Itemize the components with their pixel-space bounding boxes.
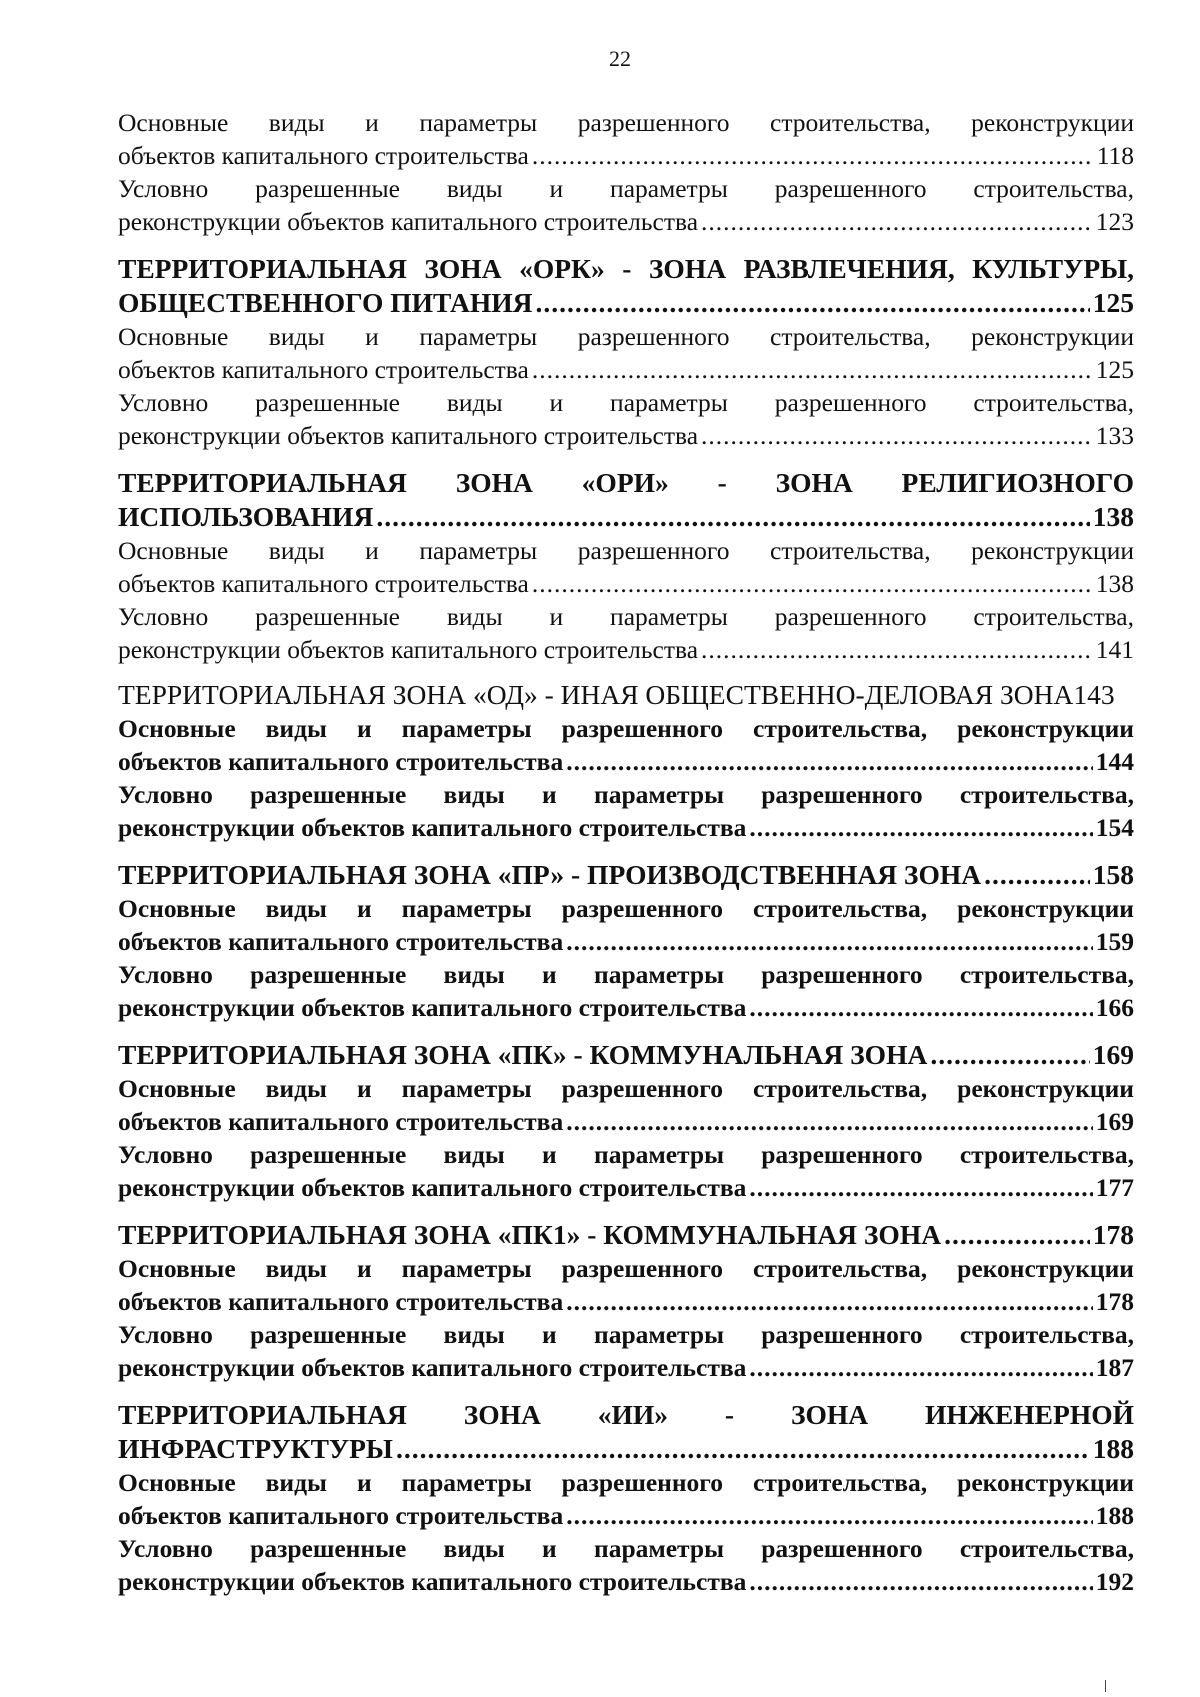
toc-entry-title-line2: реконструкции объектов капитального строительства: [118, 993, 747, 1022]
toc-entry-title-line1: Условно разрешенные виды и параметры разрешенного строительства,: [118, 960, 1134, 989]
toc-entry[interactable]: [118, 466, 1134, 534]
toc-entry-title-line2: объектов капитального строительства: [118, 747, 564, 776]
dot-leader: [532, 353, 1093, 386]
toc-entry[interactable]: [118, 320, 1134, 386]
dot-leader: [749, 811, 1092, 844]
toc-entry-title-line2: объектов капитального строительства: [118, 1501, 564, 1530]
toc-page-number: 178: [1092, 1219, 1134, 1250]
toc-entry-title-line2: объектов капитального строительства: [118, 1287, 564, 1316]
dot-leader: [749, 991, 1092, 1024]
dot-leader: [532, 567, 1093, 600]
toc-entry-title-line2: реконструкции объектов капитального строительства: [118, 1173, 747, 1202]
dot-leader: [749, 1565, 1092, 1598]
toc-entry-title: ТЕРРИТОРИАЛЬНАЯ ЗОНА «ПР» - ПРОИЗВОДСТВЕННАЯ ЗОНА: [118, 859, 982, 890]
toc-entry[interactable]: [118, 712, 1134, 778]
toc-entry-title: ТЕРРИТОРИАЛЬНАЯ ЗОНА «ПК» - КОММУНАЛЬНАЯ ЗОНА: [118, 1039, 928, 1070]
toc-page-number: 158: [1092, 859, 1134, 890]
dot-leader: [376, 500, 1089, 534]
toc-entry[interactable]: [118, 172, 1134, 238]
toc-page-number: 188: [1095, 1501, 1134, 1530]
toc-entry-title-line1: Основные виды и параметры разрешенного строительства, реконструкции: [118, 536, 1134, 565]
toc-entry[interactable]: [118, 858, 1134, 892]
toc-page-number: 125: [1095, 355, 1134, 384]
dot-leader: [701, 633, 1093, 666]
toc-entry-title-line1: Условно разрешенные виды и параметры разрешенного строительства,: [118, 602, 1134, 631]
dot-leader: [944, 1218, 1090, 1252]
toc-page-number: 123: [1095, 207, 1134, 236]
toc-entry[interactable]: [118, 600, 1134, 666]
toc-entry[interactable]: [118, 1466, 1134, 1532]
toc-page-number: 133: [1095, 421, 1134, 450]
toc-entry[interactable]: [118, 678, 1134, 712]
toc-entry[interactable]: [118, 1318, 1134, 1384]
toc-page-number: 188: [1092, 1433, 1134, 1464]
toc-page-number: 169: [1095, 1107, 1134, 1136]
toc-entry-title-line1: Основные виды и параметры разрешенного строительства, реконструкции: [118, 1074, 1134, 1103]
dot-leader: [396, 1432, 1090, 1466]
toc-page-number: 154: [1095, 813, 1134, 842]
toc-page-number: 159: [1095, 927, 1134, 956]
toc-page-number: 143: [1073, 679, 1115, 710]
toc-entry[interactable]: [118, 1072, 1134, 1138]
toc-entry-title-line2: реконструкции объектов капитального строительства: [118, 207, 699, 236]
toc-entry[interactable]: [118, 1252, 1134, 1318]
dot-leader: [532, 139, 1094, 172]
toc-entry[interactable]: [118, 892, 1134, 958]
toc-entry-title-line1: Основные виды и параметры разрешенного строительства, реконструкции: [118, 1468, 1134, 1497]
toc-entry-title: ТЕРРИТОРИАЛЬНАЯ ЗОНА «ОД» - ИНАЯ ОБЩЕСТВЕННО-ДЕЛОВАЯ ЗОНА: [118, 679, 1074, 710]
toc-page-number: 138: [1092, 501, 1134, 532]
toc-page-number: 141: [1095, 635, 1134, 664]
toc-entry-title-line2: объектов капитального строительства: [118, 355, 529, 384]
toc-entry-title-line2: объектов капитального строительства: [118, 1107, 564, 1136]
toc-page-number: 125: [1092, 287, 1134, 318]
toc-entry-title-line1: Условно разрешенные виды и параметры разрешенного строительства,: [118, 388, 1134, 417]
toc-entry-title-line2: реконструкции объектов капитального строительства: [118, 813, 747, 842]
dot-leader: [984, 858, 1090, 892]
toc-entry-title-line2: ИНФРАСТРУКТУРЫ: [118, 1433, 393, 1464]
toc-entry[interactable]: [118, 958, 1134, 1024]
toc-page-number: 192: [1095, 1567, 1134, 1596]
toc-entry-title-line2: объектов капитального строительства: [118, 141, 529, 170]
table-of-contents: [118, 106, 1134, 1598]
toc-entry[interactable]: [118, 1218, 1134, 1252]
toc-entry-title-line2: реконструкции объектов капитального строительства: [118, 1353, 747, 1382]
toc-entry-title-line1: Основные виды и параметры разрешенного строительства, реконструкции: [118, 108, 1134, 137]
toc-entry-title-line2: объектов капитального строительства: [118, 569, 529, 598]
toc-page-number: 166: [1095, 993, 1134, 1022]
toc-entry[interactable]: [118, 1138, 1134, 1204]
dot-leader: [749, 1351, 1092, 1384]
toc-entry[interactable]: [118, 778, 1134, 844]
toc-page-number: 178: [1095, 1287, 1134, 1316]
dot-leader: [701, 205, 1093, 238]
toc-entry[interactable]: [118, 1398, 1134, 1466]
toc-entry-title-line1: Условно разрешенные виды и параметры разрешенного строительства,: [118, 1140, 1134, 1169]
dot-leader: [749, 1171, 1092, 1204]
toc-entry-title-line1: Условно разрешенные виды и параметры разрешенного строительства,: [118, 1320, 1134, 1349]
toc-entry-title-line2: объектов капитального строительства: [118, 927, 564, 956]
toc-entry-title-line1: Условно разрешенные виды и параметры разрешенного строительства,: [118, 1534, 1134, 1563]
toc-entry-title-line1: Основные виды и параметры разрешенного строительства, реконструкции: [118, 894, 1134, 923]
toc-entry-title-line2: ИСПОЛЬЗОВАНИЯ: [118, 501, 374, 532]
dot-leader: [536, 286, 1090, 320]
toc-entry-title-line1: Основные виды и параметры разрешенного строительства, реконструкции: [118, 322, 1134, 351]
toc-entry-title-line2: реконструкции объектов капитального строительства: [118, 421, 699, 450]
toc-entry[interactable]: [118, 386, 1134, 452]
toc-entry-title-line1: Условно разрешенные виды и параметры разрешенного строительства,: [118, 174, 1134, 203]
dot-leader: [566, 925, 1093, 958]
toc-page-number: 187: [1095, 1353, 1134, 1382]
dot-leader: [701, 419, 1093, 452]
dot-leader: [566, 1499, 1093, 1532]
page-number: 22: [609, 46, 631, 71]
dot-leader: [566, 1105, 1093, 1138]
toc-entry[interactable]: [118, 534, 1134, 600]
dot-leader: [566, 1285, 1093, 1318]
toc-page-number: 144: [1095, 747, 1134, 776]
toc-entry[interactable]: [118, 1038, 1134, 1072]
dot-leader: [566, 745, 1093, 778]
toc-entry[interactable]: [118, 1532, 1134, 1598]
toc-entry-title-line1: ТЕРРИТОРИАЛЬНАЯ ЗОНА «ОРИ» - ЗОНА РЕЛИГИОЗНОГО: [118, 467, 1134, 498]
toc-entry-title-line1: Условно разрешенные виды и параметры разрешенного строительства,: [118, 780, 1134, 809]
toc-entry[interactable]: [118, 252, 1134, 320]
toc-entry-title-line1: Основные виды и параметры разрешенного строительства, реконструкции: [118, 714, 1134, 743]
toc-entry-title-line1: ТЕРРИТОРИАЛЬНАЯ ЗОНА «ИИ» - ЗОНА ИНЖЕНЕРНОЙ: [118, 1399, 1134, 1430]
toc-page-number: 118: [1096, 141, 1134, 170]
toc-page-number: 169: [1092, 1039, 1134, 1070]
toc-entry-title-line2: реконструкции объектов капитального строительства: [118, 1567, 747, 1596]
toc-entry-title-line1: Основные виды и параметры разрешенного строительства, реконструкции: [118, 1254, 1134, 1283]
toc-entry[interactable]: [118, 106, 1134, 172]
toc-entry-title-line1: ТЕРРИТОРИАЛЬНАЯ ЗОНА «ОРК» - ЗОНА РАЗВЛЕЧЕНИЯ, КУЛЬТУРЫ,: [118, 253, 1134, 284]
scan-mark: [1105, 1680, 1106, 1692]
dot-leader: [930, 1038, 1089, 1072]
toc-entry-title-line2: ОБЩЕСТВЕННОГО ПИТАНИЯ: [118, 287, 533, 318]
toc-entry-title-line2: реконструкции объектов капитального строительства: [118, 635, 699, 664]
toc-page-number: 177: [1095, 1173, 1134, 1202]
toc-entry-title: ТЕРРИТОРИАЛЬНАЯ ЗОНА «ПК1» - КОММУНАЛЬНАЯ ЗОНА: [118, 1219, 942, 1250]
toc-page-number: 138: [1095, 569, 1134, 598]
